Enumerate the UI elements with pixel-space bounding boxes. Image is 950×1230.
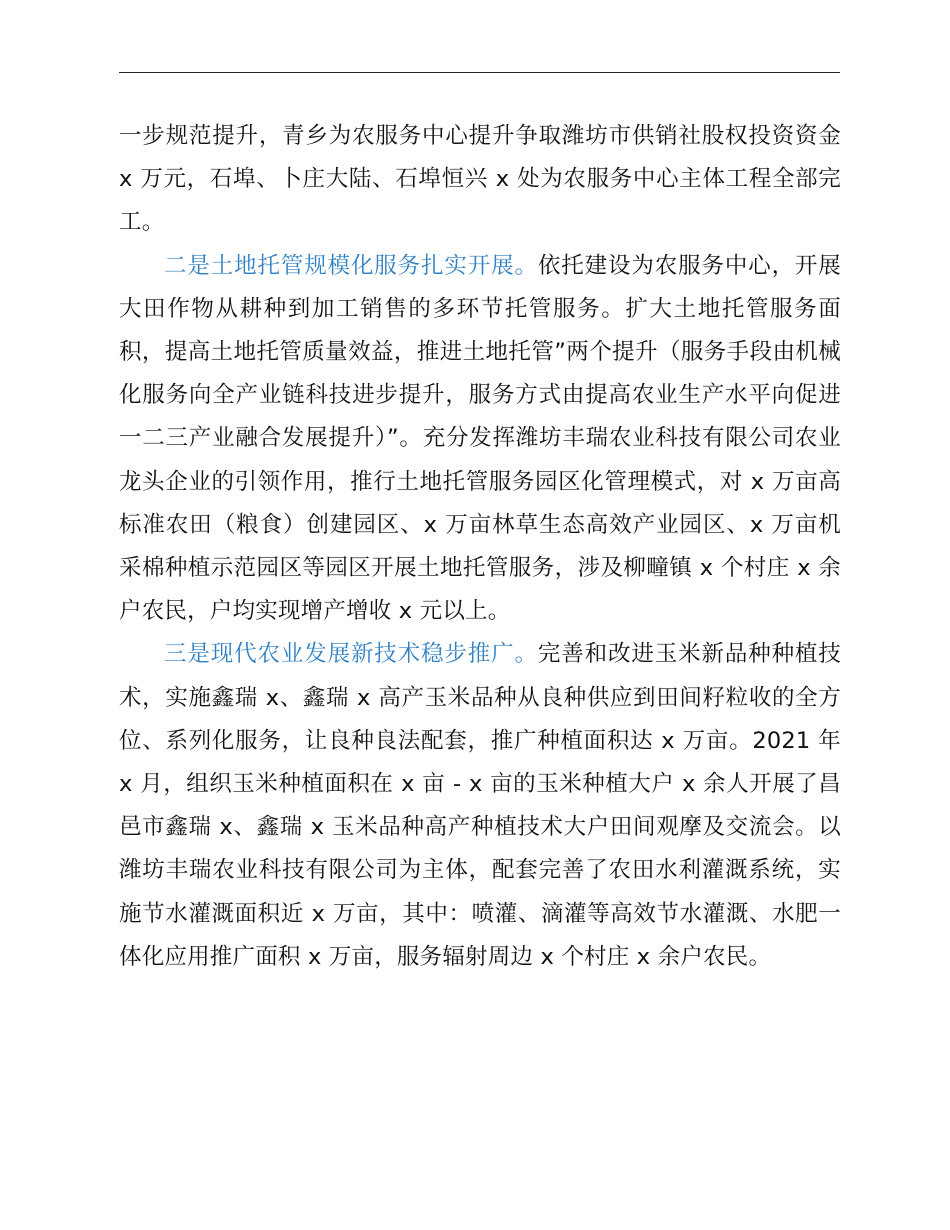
paragraph-text: 依托建设为农服务中心，开展大田作物从耕种到加工销售的多环节托管服务。扩大土地托管服务面积，提高土地托管质量效益，推进土地托管”两个提升（服务手段由机械化服务向全产业链科技进步提升，服务方式由提高农业生产水平向促进一二三产业融合发展提升）”。充分发挥潍坊丰瑞农业科技有限公司农业龙头企业的引领作用，推行土地托管服务园区化管理模式，对 x 万亩高标准农田（粮食）创建园区、x 万亩林草生态高效产业园区、x 万亩机采棉种植示范园区等园区开展土地托管服务，涉及柳疃镇 x 个村庄 x 余户农民，户均实现增产增收 x 元以上。 xyxy=(119,252,842,625)
paragraph-text: 完善和改进玉米新品种种植技术，实施鑫瑞 x、鑫瑞 x 高产玉米品种从良种供应到田间籽粒收的全方位、系列化服务，让良种良法配套，推广种植面积达 x 万亩。2021 年 x 月，组织玉米种植面积在 x 亩 - x 亩的玉米种植大户 x 余人开展了昌邑市鑫瑞 x、鑫瑞 x 玉米品种高产种植技术大户田间观摩及交流会。以潍坊丰瑞农业科技有限公司为主体，配套完善了农田水利灌溉系统，实施节水灌溉面积近 x 万亩，其中：喷灌、滴灌等高效节水灌溉、水肥一体化应用推广面积 x 万亩，服务辐射周边 x 个村庄 x 余户农民。 xyxy=(119,641,842,970)
document-body xyxy=(119,115,841,979)
paragraph-land-trusteeship xyxy=(119,245,841,634)
paragraph-heading: 二是土地托管规模化服务扎实开展。 xyxy=(164,252,538,279)
header-rule xyxy=(119,72,840,73)
paragraph-text: 一步规范提升，青乡为农服务中心提升争取潍坊市供销社股权投资资金 x 万元，石埠、卜庄大陆、石埠恒兴 x 处为农服务中心主体工程全部完工。 xyxy=(119,123,841,236)
paragraph-continuation xyxy=(119,115,841,245)
paragraph-heading: 三是现代农业发展新技术稳步推广。 xyxy=(164,641,538,668)
paragraph-agri-technology xyxy=(119,633,841,979)
